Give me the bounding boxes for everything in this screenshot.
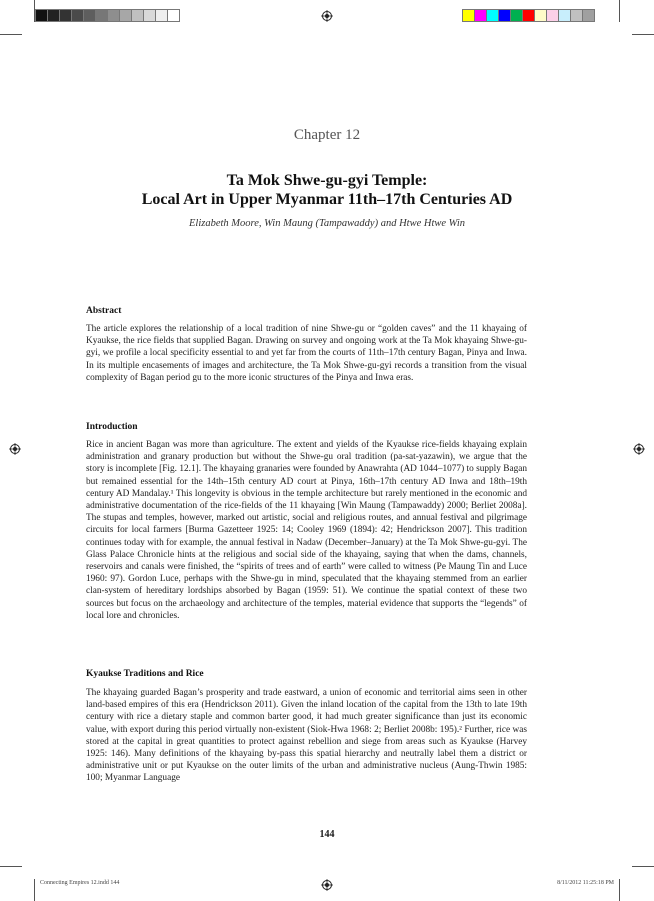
- trim-mark: [34, 879, 35, 901]
- chapter-title-line1: Ta Mok Shwe-gu-gyi Temple:: [226, 172, 428, 189]
- file-slug: Connecting Empires 12.indd 144: [40, 880, 120, 886]
- chapter-label: Chapter 12: [293, 127, 361, 143]
- kyaukse-heading: Kyaukse Traditions and Rice: [86, 669, 204, 679]
- page-number: 144: [319, 829, 335, 840]
- registration-right-icon: [633, 443, 645, 455]
- grayscale-swatch-strip: [35, 9, 179, 22]
- registration-bottom-icon: [321, 879, 333, 891]
- trim-mark: [0, 34, 22, 35]
- grayscale-swatch: [167, 9, 180, 22]
- chapter-authors: Elizabeth Moore, Win Maung (Tampawaddy) and Htwe Htwe Win: [189, 218, 465, 229]
- registration-top-icon: [321, 10, 333, 22]
- abstract-paragraph: The article explores the relationship of a local tradition of nine Shwe-gu or “golden caves” and the 11 khayaing of Kyaukse, the rice fields that supplied Bagan. Drawing on survey and ongoing work at the Ta Mok khayaing Shwe-gu-gyi, we profile a local specificity essential to and yet far from the courts of 11th–17th century Bagan, Pinya and Inwa. In its multiple encasements of images and architecture, the Ta Mok Shwe-gu-gyi records a transition from the visual complexity of Bagan period gu to the more iconic structures of the Pinya and Inwa eras.: [86, 324, 527, 383]
- trim-mark: [34, 0, 35, 22]
- color-swatch-strip: [462, 9, 594, 22]
- color-swatch: [582, 9, 595, 22]
- trim-mark: [619, 879, 620, 901]
- trim-mark: [619, 0, 620, 22]
- chapter-title: [0, 171, 654, 209]
- chapter-title-line2: Local Art in Upper Myanmar 11th–17th Centuries AD: [141, 191, 513, 208]
- introduction-heading: Introduction: [86, 422, 138, 432]
- kyaukse-paragraph: The khayaing guarded Bagan’s prosperity and trade eastward, a union of economic and territorial aims seen in other land-based empires of this era (Hendrickson 2011). Given the inland location of the capital from the 13th to late 19th century with rice a dietary staple and common barter good, it had much greater significance than just its economic value, with export during this period virtually non-existent (Siok-Hwa 1968: 2; Berliet 2008b: 195).² Further, rice was stored at the capital in great quantities to protect against rebellion and siege from areas such as Kyaukse (Harvey 1925: 146). Many definitions of the khayaing by-pass this spatial hierarchy and neutrally label them a district or administrative unit or put Kyaukse on the outer limits of the urban and administrative nucleus (Aung-Thwin 1985: 100; Myanmar Language: [86, 688, 527, 784]
- trim-mark: [632, 866, 654, 867]
- registration-left-icon: [9, 443, 21, 455]
- trim-mark: [632, 34, 654, 35]
- introduction-paragraph: Rice in ancient Bagan was more than agriculture. The extent and yields of the Kyaukse rice-fields khayaing explain administration and granary production but without the Shwe-gu oral tradition (pa-sat-yazawin), we argue that the story is incomplete [Fig. 12.1]. The khayaing granaries were founded by Anawrahta (AD 1044–1077) to supply Bagan but remained essential for the 14th–15th century AD court at Pinya, 16th–17th century AD Inwa and 18th–19th century AD Mandalay.¹ This longevity is obvious in the temple architecture but rarely mentioned in the economic and administrative documentation of the rice-fields of the 11 khayaing [Win Maung (Tampawaddy) 2000; Berliet 2008a]. The stupas and temples, however, marked out artistic, social and religious routes, and annual festival and pilgrimage circuits for local farmers [Burma Gazetteer 1925: 14; Cooley 1969 (1894): 42; Hendrickson 2007]. This tradition continues today with for example, the annual festival in Nadaw (December–January) at the Ta Mok Shwe-gu-gyi. The Glass Palace Chronicle hints at the religious and social side of the khayaing, saying that when the dams, channels, reservoirs and canals were finished, the “spirits of trees and of earth” were called to witness (Pe Maung Tin and Luce 1960: 97). Gordon Luce, perhaps with the Shwe-gu in mind, speculated that the khayaing stemmed from an earlier clan-system of hereditary lordships absorbed by Bagan (1959: 51). We continue the spatial context of these two sources but focus on the archaeology and architecture of the temples, material evidence that supports the “legends” of local lore and chronicles.: [86, 440, 527, 621]
- trim-mark: [0, 866, 22, 867]
- date-slug: 8/11/2012 11:25:18 PM: [557, 880, 614, 886]
- abstract-heading: Abstract: [86, 306, 122, 316]
